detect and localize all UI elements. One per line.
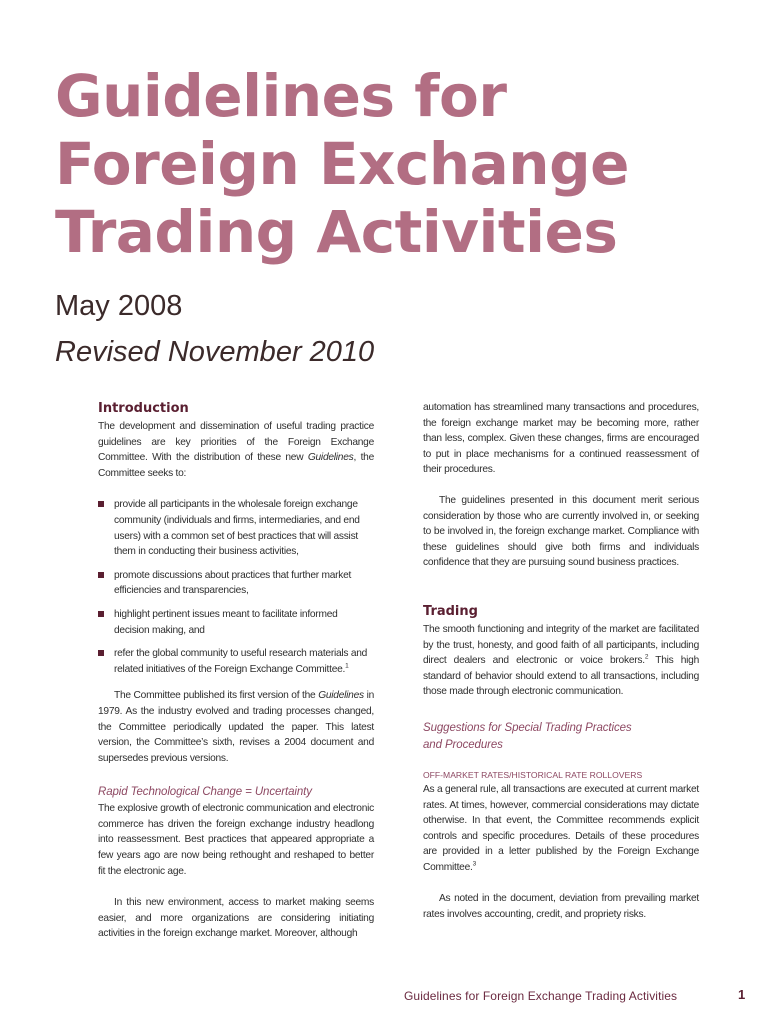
revision-date: Revised November 2010 [55, 336, 375, 368]
growth-paragraph: The explosive growth of electronic communication and electronic commerce has driven the foreign exchange industry headlong into reassessment. Best practices that appeared appropriate a few years ago are now being rethought and reshaped to better fit the electronic age. [98, 803, 374, 877]
goals-list [98, 497, 374, 677]
left-column [98, 400, 374, 942]
list-item-text: promote discussions about practices that further market efficiencies and transparencies, [114, 569, 352, 597]
title-line: Guidelines for [55, 62, 507, 130]
list-item [98, 646, 374, 677]
bullet-square-icon [98, 611, 104, 617]
history-text-end: in 1979. As the industry evolved and trading processes changed, the Committee periodically updated the paper. This latest version, the Committee’s sixth, revises a 2004 document and supersedes previous versions. [98, 690, 374, 764]
off-market-rates-heading: OFF-MARKET RATES/HISTORICAL RATE ROLLOVERS [423, 769, 643, 780]
deviation-paragraph: As noted in the document, deviation from prevailing market rates involves accounting, credit, and propriety risks. [423, 893, 699, 921]
page-number: 1 [738, 987, 746, 1002]
bullet-square-icon [98, 572, 104, 578]
history-emphasis: Guidelines [318, 690, 364, 702]
list-item [98, 497, 374, 559]
right-column [423, 400, 699, 923]
intro-paragraph [98, 419, 374, 481]
intro-text: The development and dissemination of useful trading practice guidelines are key priorities of the Foreign Exchange Committee. With the distribution of these new [98, 421, 374, 464]
history-text: The Committee published its first version of the [114, 690, 319, 702]
suggestions-heading-line: Suggestions for Special Trading Practices [423, 721, 632, 734]
rapid-change-heading: Rapid Technological Change = Uncertainty [98, 786, 312, 799]
document-title [55, 62, 629, 266]
suggestions-heading [423, 720, 699, 754]
list-item-text: provide all participants in the wholesale foreign exchange community (individuals and firms, intermediaries, and end users) with a common set of best practices that will assist them in conducting their business activities, [114, 499, 360, 558]
list-item-text: highlight pertinent issues meant to facilitate informed decision making, and [114, 608, 338, 636]
guidelines-paragraph: The guidelines presented in this document merit serious consideration by those who are currently involved in, or seeking to be involved in, the foreign exchange market. Compliance with these guidelines should give both firms and individuals confidence that they are pursuing sound business practices. [423, 494, 699, 569]
footnote-ref: 3 [472, 860, 476, 868]
market-rates-paragraph [423, 782, 699, 876]
title-line: Trading Activities [55, 198, 618, 266]
publication-date: May 2008 [55, 290, 183, 322]
footnote-ref: 1 [345, 662, 349, 670]
footnote-ref: 2 [644, 653, 649, 661]
market-rates-text: As a general rule, all transactions are executed at current market rates. At times, however, commercial considerations may dictate otherwise. In that event, the Committee recommends explicit controls and specific procedures. Details of these procedures are provided in a letter published by the Foreign Exchange Committee. [423, 783, 699, 873]
trading-heading: Trading [423, 603, 478, 619]
bullet-square-icon [98, 501, 104, 507]
trading-text: The smooth functioning and integrity of the market are facilitated by the trust, honesty, and good faith of all participants, including direct dealers and electronic or voice brokers. [423, 623, 699, 667]
trading-paragraph [423, 622, 699, 700]
automation-paragraph: automation has streamlined many transactions and procedures, the foreign exchange market may be becoming more, rather than less, complex. Given these changes, firms are encouraged to put in place mechanisms for a continued reassessment of their procedures. [423, 402, 699, 476]
list-item-text: refer the global community to useful research materials and related initiatives of the Foreign Exchange Committee. [114, 648, 368, 675]
intro-emphasis: Guidelines [307, 452, 354, 464]
history-paragraph [98, 688, 374, 766]
title-line: Foreign Exchange [55, 130, 629, 198]
intro-text-end: , the Committee seeks to: [98, 452, 374, 479]
list-item [98, 568, 374, 599]
environment-paragraph: In this new environment, access to market making seems easier, and more organizations are considering initiating activities in the foreign exchange market. Moreover, although [98, 897, 374, 940]
list-item [98, 607, 374, 638]
trading-text-end: This high standard of behavior should extend to all transactions, including those made through electronic communication. [423, 655, 700, 698]
suggestions-heading-line: and Procedures [423, 738, 503, 751]
running-footer-title: Guidelines for Foreign Exchange Trading Activities [404, 989, 678, 1003]
bullet-square-icon [98, 650, 104, 656]
introduction-heading: Introduction [98, 401, 189, 416]
